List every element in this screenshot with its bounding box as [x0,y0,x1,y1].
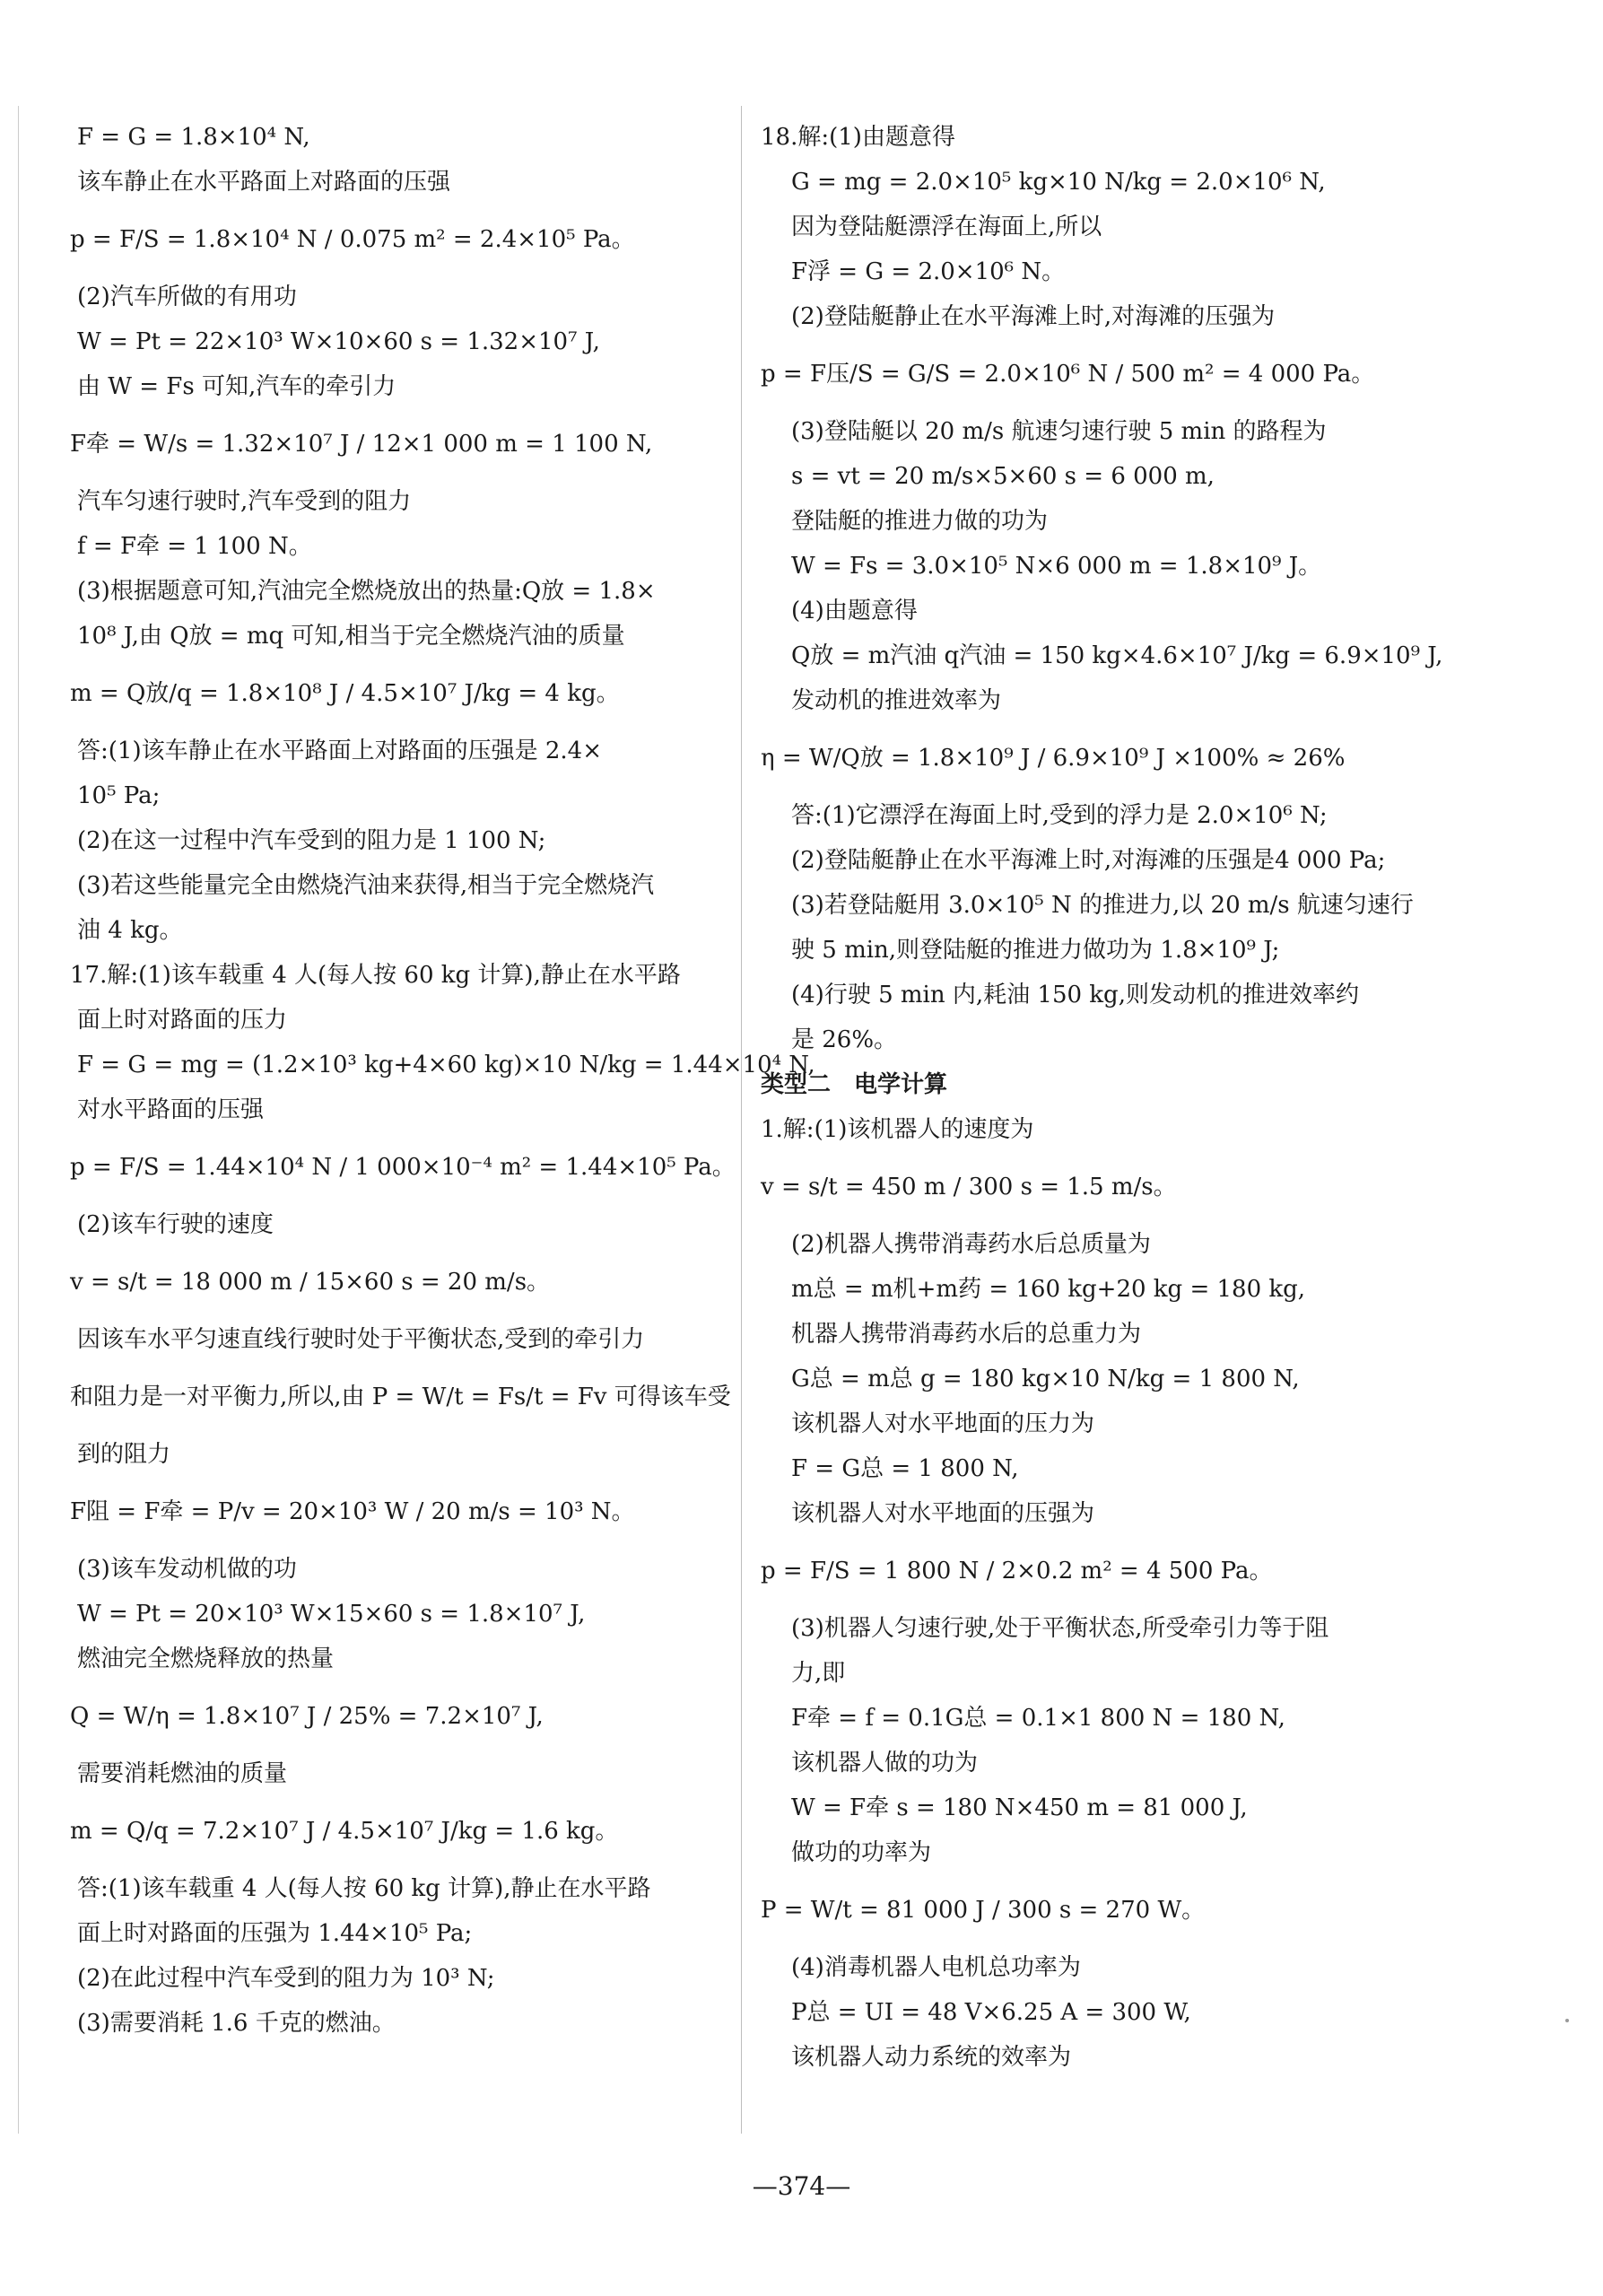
left-margin-rule [18,106,19,2134]
left-text-line: (3)根据题意可知,汽油完全燃烧放出的热量:Q放 = 1.8× [77,578,656,605]
left-text-line: (2)在此过程中汽车受到的阻力为 10³ N; [77,1965,495,1992]
left-text-line: 10⁵ Pa; [77,782,161,809]
right-text-line: (4)消毒机器人电机总功率为 [791,1954,1081,1981]
right-text-line: Q放 = m汽油 q汽油 = 150 kg×4.6×10⁷ J/kg = 6.9×10⁹ J, [791,642,1443,669]
right-text-line: P = W/t = 81 000 J / 300 s = 270 W。 [761,1897,1206,1924]
right-text-line: (2)登陆艇静止在水平海滩上时,对海滩的压强是4 000 Pa; [791,847,1386,874]
left-text-line: 面上时对路面的压强为 1.44×10⁵ Pa; [77,1920,473,1947]
left-text-line: 答:(1)该车载重 4 人(每人按 60 kg 计算),静止在水平路 [77,1875,651,1902]
right-text-line: F牵 = f = 0.1G总 = 0.1×1 800 N = 180 N, [791,1705,1285,1732]
right-text-line: (2)机器人携带消毒药水后总质量为 [791,1231,1151,1258]
left-text-line: 该车静止在水平路面上对路面的压强 [77,169,451,196]
left-text-line: 到的阻力 [77,1441,171,1468]
left-column [70,115,815,2046]
right-text-line: (3)若登陆艇用 3.0×10⁵ N 的推进力,以 20 m/s 航速匀速行 [791,892,1414,919]
left-text-line: m = Q/q = 7.2×10⁷ J / 4.5×10⁷ J/kg = 1.6 kg。 [70,1818,619,1845]
left-text-line: F = G = 1.8×10⁴ N, [77,124,310,151]
left-text-line: 和阻力是一对平衡力,所以,由 P = W/t = Fs/t = Fv 可得该车受 [70,1384,731,1410]
right-text-line: W = Fs = 3.0×10⁵ N×6 000 m = 1.8×10⁹ J。 [791,553,1322,580]
right-text-line: 该机器人对水平地面的压力为 [791,1410,1095,1437]
right-text-line: F = G总 = 1 800 N, [791,1455,1019,1482]
left-text-line: F牵 = W/s = 1.32×10⁷ J / 12×1 000 m = 1 100 N, [70,431,653,458]
right-text-line: (2)登陆艇静止在水平海滩上时,对海滩的压强为 [791,303,1276,330]
column-divider [741,106,742,2134]
left-text-line: Q = W/η = 1.8×10⁷ J / 25% = 7.2×10⁷ J, [70,1703,544,1730]
left-text-line: 17.解:(1)该车载重 4 人(每人按 60 kg 计算),静止在水平路 [70,962,681,989]
right-text-line: v = s/t = 450 m / 300 s = 1.5 m/s。 [761,1174,1177,1200]
left-text-line: (3)需要消耗 1.6 千克的燃油。 [77,2010,396,2037]
left-text-line: 油 4 kg。 [77,917,183,944]
right-text-line: 类型二 电学计算 [761,1071,948,1098]
right-text-line: p = F压/S = G/S = 2.0×10⁶ N / 500 m² = 4 000 Pa。 [761,361,1375,388]
left-text-line: 10⁸ J,由 Q放 = mq 可知,相当于完全燃烧汽油的质量 [77,623,625,650]
right-text-line: 该机器人动力系统的效率为 [791,2044,1072,2071]
right-text-line: P总 = UI = 48 V×6.25 A = 300 W, [791,1999,1191,2026]
right-text-line: 是 26%。 [791,1026,898,1053]
left-text-line: F = G = mg = (1.2×10³ kg+4×60 kg)×10 N/kg = 1.44×10⁴ N, [77,1052,815,1078]
left-text-line: 由 W = Fs 可知,汽车的牵引力 [77,373,396,400]
right-text-line: G = mg = 2.0×10⁵ kg×10 N/kg = 2.0×10⁶ N, [791,169,1326,196]
right-text-line: (4)由题意得 [791,598,918,624]
right-text-line: 答:(1)它漂浮在海面上时,受到的浮力是 2.0×10⁶ N; [791,802,1328,829]
left-text-line: (2)在这一过程中汽车受到的阻力是 1 100 N; [77,827,546,854]
right-text-line: 18.解:(1)由题意得 [761,124,955,151]
left-text-line: f = F牵 = 1 100 N。 [77,533,312,560]
right-text-line: (4)行驶 5 min 内,耗油 150 kg,则发动机的推进效率约 [791,982,1359,1008]
right-text-line: (3)登陆艇以 20 m/s 航速匀速行驶 5 min 的路程为 [791,418,1327,445]
left-text-line: 燃油完全燃烧释放的热量 [77,1646,335,1672]
right-text-line: s = vt = 20 m/s×5×60 s = 6 000 m, [791,463,1215,490]
right-text-line: 力,即 [791,1660,846,1687]
left-text-line: F阻 = F牵 = P/v = 20×10³ W / 20 m/s = 10³ N。 [70,1498,635,1525]
page-number: —374— [752,2171,851,2201]
left-text-line: 汽车匀速行驶时,汽车受到的阻力 [77,488,412,515]
right-text-line: 做功的功率为 [791,1839,932,1866]
left-text-line: p = F/S = 1.44×10⁴ N / 1 000×10⁻⁴ m² = 1.44×10⁵ Pa。 [70,1154,736,1181]
right-text-line: W = F牵 s = 180 N×450 m = 81 000 J, [791,1794,1248,1821]
right-text-line: (3)机器人匀速行驶,处于平衡状态,所受牵引力等于阻 [791,1615,1329,1642]
right-text-line: 登陆艇的推进力做的功为 [791,508,1049,535]
scan-speck [1565,2019,1569,2022]
right-text-line: 驶 5 min,则登陆艇的推进力做功为 1.8×10⁹ J; [791,937,1280,964]
left-text-line: (3)若这些能量完全由燃烧汽油来获得,相当于完全燃烧汽 [77,872,655,899]
left-text-line: 对水平路面的压强 [77,1096,265,1123]
left-text-line: 需要消耗燃油的质量 [77,1760,288,1787]
left-text-line: v = s/t = 18 000 m / 15×60 s = 20 m/s。 [70,1269,551,1296]
right-text-line: 该机器人做的功为 [791,1750,979,1777]
right-text-line: m总 = m机+m药 = 160 kg+20 kg = 180 kg, [791,1276,1306,1303]
right-text-line: 因为登陆艇漂浮在海面上,所以 [791,214,1102,240]
right-text-line: p = F/S = 1 800 N / 2×0.2 m² = 4 500 Pa。 [761,1558,1273,1585]
left-text-line: m = Q放/q = 1.8×10⁸ J / 4.5×10⁷ J/kg = 4 kg。 [70,680,620,707]
left-text-line: 因该车水平匀速直线行驶时处于平衡状态,受到的牵引力 [77,1326,645,1353]
left-text-line: 面上时对路面的压力 [77,1007,288,1034]
left-text-line: (2)该车行驶的速度 [77,1211,274,1238]
left-text-line: W = Pt = 22×10³ W×10×60 s = 1.32×10⁷ J, [77,328,600,355]
right-text-line: F浮 = G = 2.0×10⁶ N。 [791,258,1066,285]
right-text-line: G总 = m总 g = 180 kg×10 N/kg = 1 800 N, [791,1366,1300,1392]
right-text-line: 发动机的推进效率为 [791,687,1002,714]
right-column [761,115,1478,2080]
left-text-line: 答:(1)该车静止在水平路面上对路面的压强是 2.4× [77,738,602,764]
left-text-line: (3)该车发动机做的功 [77,1556,297,1583]
left-text-line: (2)汽车所做的有用功 [77,284,297,310]
right-text-line: 1.解:(1)该机器人的速度为 [761,1116,1034,1143]
left-text-line: p = F/S = 1.8×10⁴ N / 0.075 m² = 2.4×10⁵ Pa。 [70,226,635,253]
left-text-line: W = Pt = 20×10³ W×15×60 s = 1.8×10⁷ J, [77,1601,586,1628]
right-text-line: 机器人携带消毒药水后的总重力为 [791,1321,1142,1348]
right-text-line: 该机器人对水平地面的压强为 [791,1500,1095,1527]
right-text-line: η = W/Q放 = 1.8×10⁹ J / 6.9×10⁹ J ×100% ≈ 26% [761,745,1346,772]
